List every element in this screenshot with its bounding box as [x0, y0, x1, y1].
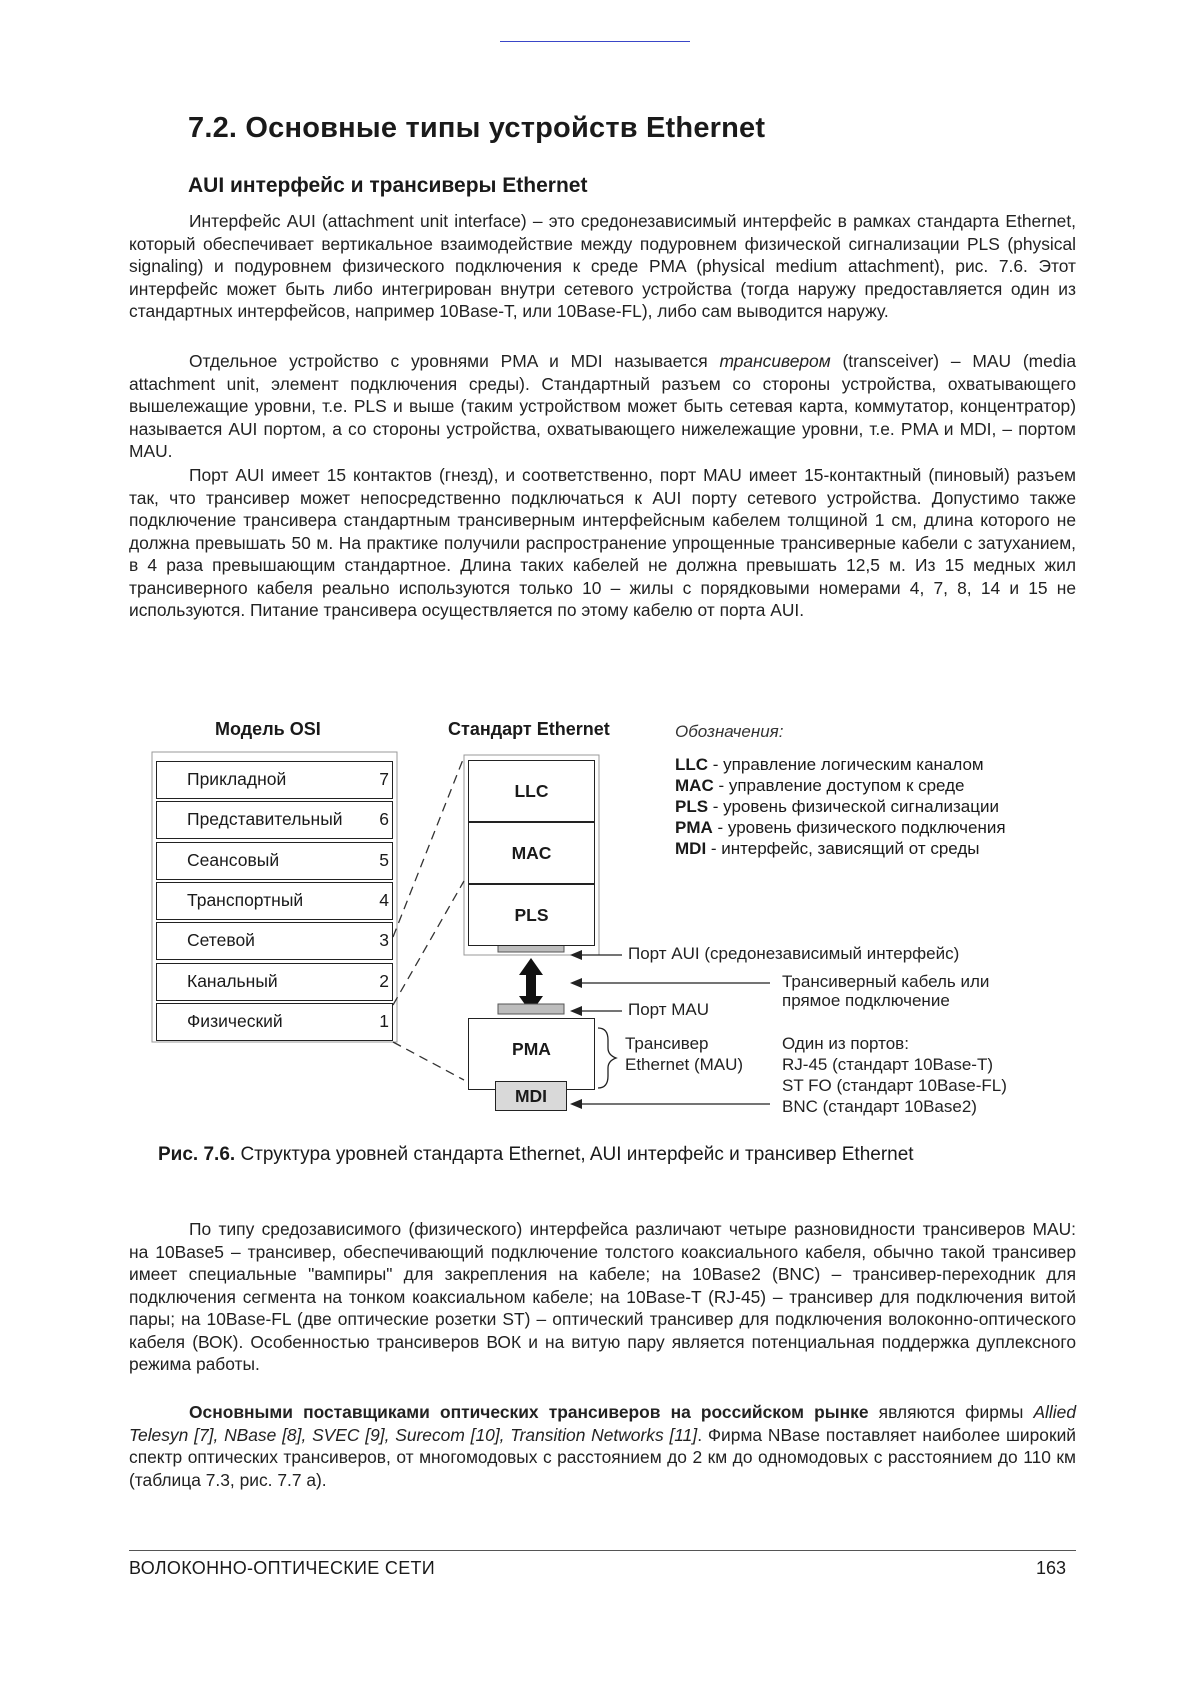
p5-text-b: . Фирма NBase поставляет наиболее широкий спектр оптических трансиверов, от многомодовых с расстоянием до 2 км до одномодовых с расстоянием до 110 км (таблица 7.3, рис. 7.7 а).	[129, 1424, 1076, 1490]
osi-layer-physical	[156, 1003, 393, 1041]
caption-label: Рис. 7.6.	[158, 1144, 236, 1165]
paragraph-mau-types: По типу средозависимого (физического) интерфейса различают четыре разновидности трансиверов MAU: на 10Base5 – трансивер, обеспечивающий подключение толстого коаксиального кабеля, обычно такой трансивер имеет специальные "вампиры" для закрепления на кабеле; на 10Base2 (BNC) – трансивер-переходник для подключения сегмента на тонком коаксиальном кабеле; на 10Base-T (RJ-45) – трансивер для подключения витой пары; на 10Base-FL (две оптические розетки ST) – оптический трансивер для подключения волоконно-оптического кабеля (ВОК). Особенностью трансиверов ВОК и на витую пару является потенциальная поддержка дуплексного режима работы.	[129, 1219, 1076, 1374]
subsection-heading: AUI интерфейс и трансиверы Ethernet	[188, 174, 588, 197]
osi-layer-presentation	[156, 801, 393, 839]
p5-firms: Allied Telesyn [7], NBase [8], SVEC [9], Surecom [10], Transition Networks [11]	[129, 1402, 1076, 1445]
legend-item-llc	[675, 755, 984, 775]
osi-layer-session	[156, 842, 393, 880]
p2-text-a: Отдельное устройство с уровнями PMA и MDI называется	[189, 351, 720, 371]
p5-text-a: являются фирмы	[868, 1402, 1034, 1422]
legend-text: - уровень физического подключения	[712, 818, 1006, 837]
transceiver-brace	[598, 1028, 616, 1088]
legend-abbr: LLC	[675, 755, 709, 774]
eth-layer-label: PMA	[512, 1039, 551, 1059]
paragraph-aui-intro: Интерфейс AUI (attachment unit interface) – это средонезависимый интерфейс в рамках стандарта Ethernet, который обеспечивает вертикальное взаимодействие между подуровнем физической сигнализации PLS (physical signaling) и подуровнем физического подключения к среде PMA (physical medium attachment), рис. 7.6. Этот интерфейс может быть либо интегрирован внутри сетевого устройства (тогда наружу предоставляется один из стандартных интерфейсов, например 10Base-T, или 10Base-FL), либо сам выводится наружу.	[129, 211, 1076, 321]
mau-port-label: Порт MAU	[628, 1000, 710, 1019]
osi-layer-name: Сетевой	[187, 930, 255, 950]
transceiver-label-line2: Ethernet (MAU)	[625, 1055, 744, 1074]
eth-layer-mdi	[495, 1081, 567, 1111]
legend-item-mdi	[675, 839, 980, 859]
eth-layer-pma	[468, 1018, 595, 1090]
osi-layer-number: 6	[379, 809, 389, 829]
osi-layer-number: 2	[379, 971, 389, 991]
legend-abbr: PMA	[675, 818, 713, 837]
eth-layer-label: MAC	[511, 843, 552, 863]
eth-layer-mac	[468, 822, 595, 884]
eth-layer-label: PLS	[514, 905, 549, 925]
paragraph-vendors	[129, 1401, 1076, 1491]
osi-model-header: Модель OSI	[215, 719, 321, 739]
map-line-lower	[393, 1042, 464, 1080]
legend-item-pls	[675, 797, 999, 817]
ports-header: Один из портов:	[782, 1034, 909, 1053]
legend-text: - уровень физической сигнализации	[708, 797, 999, 816]
osi-layer-name: Представительный	[187, 809, 343, 829]
legend-abbr: PLS	[675, 797, 709, 816]
ethernet-standard-header: Стандарт Ethernet	[448, 719, 610, 739]
legend-item-pma	[675, 818, 1006, 838]
eth-layer-label: LLC	[514, 781, 549, 801]
port-option-rj45: RJ-45 (стандарт 10Base-T)	[782, 1055, 993, 1074]
osi-layer-name: Транспортный	[187, 890, 304, 910]
legend-item-mac	[675, 776, 965, 796]
osi-layer-name: Сеансовый	[187, 850, 280, 870]
eth-layer-label: MDI	[514, 1086, 548, 1106]
osi-layer-name: Физический	[187, 1011, 283, 1031]
osi-layer-name: Прикладной	[187, 769, 287, 789]
port-option-bnc: BNC (стандарт 10Base2)	[782, 1097, 977, 1116]
map-line-middle	[393, 881, 464, 1005]
legend-abbr: MDI	[675, 839, 707, 858]
osi-layer-number: 4	[379, 890, 389, 910]
osi-layer-application	[156, 761, 393, 799]
osi-layer-number: 1	[379, 1011, 389, 1031]
cable-label-line2: прямое подключение	[782, 991, 950, 1010]
legend-text: - управление логическим каналом	[708, 755, 984, 774]
osi-layer-transport	[156, 882, 393, 920]
p2-term: трансивером	[719, 351, 831, 371]
legend-text: - управление доступом к среде	[713, 776, 965, 795]
eth-layer-pls	[468, 884, 595, 946]
section-heading: 7.2. Основные типы устройств Ethernet	[188, 112, 766, 144]
legend-header: Обозначения:	[675, 722, 784, 741]
p5-lead: Основными поставщиками оптических трансиверов на российском рынке	[189, 1402, 869, 1422]
osi-layer-number: 7	[379, 769, 389, 789]
page-number: 163	[1036, 1558, 1067, 1578]
legend-text: - интерфейс, зависящий от среды	[706, 839, 980, 858]
footer-rule	[129, 1550, 1076, 1551]
port-option-st: ST FO (стандарт 10Base-FL)	[782, 1076, 1007, 1095]
transceiver-label-line1: Трансивер	[625, 1034, 709, 1053]
p2-text-b: (transceiver) – MAU (media attachment unit, элемент подключения среды). Стандартный разъем со стороны устройства, охватывающего вышележащие уровни, т.е. PLS и выше (таким устройством может быть сетевая карта, коммутатор, концентратор) называется AUI портом, а со стороны устройства, охватывающего нижележащие уровни, т.е. PMA и MDI, – портом MAU.	[129, 351, 1077, 461]
paragraph-aui-port: Порт AUI имеет 15 контактов (гнезд), и соответственно, порт MAU имеет 15-контактный (пиновый) разъем так, что трансивер может непосредственно подключаться к AUI порту сетевого устройства. Допустимо также подключение трансивера стандартным трансиверным интерфейсным кабелем толщиной 1 см, длина которого не должна превышать 50 м. На практике получили распространение упрощенные трансиверные кабели с затуханием, в 4 раза превышающим стандартное. Длина таких кабелей не должна превышать 12,5 м. Из 15 медных жил трансиверного кабеля реально используются только 10 – жилы с порядковыми номерами 4, 7, 8, 14 и 15 не используются. Питание трансивера осуществляется по этому кабелю от порта AUI.	[129, 465, 1076, 620]
osi-layer-name: Канальный	[187, 971, 278, 991]
figure-caption	[158, 1144, 914, 1166]
legend-abbr: MAC	[675, 776, 714, 795]
osi-layer-number: 3	[379, 930, 389, 950]
osi-layer-number: 5	[379, 850, 389, 870]
mau-connector	[498, 1004, 564, 1014]
caption-text: Структура уровней стандарта Ethernet, AUI интерфейс и трансивер Ethernet	[235, 1144, 914, 1165]
eth-layer-llc	[468, 760, 595, 822]
osi-layer-datalink	[156, 963, 393, 1001]
osi-layer-network	[156, 922, 393, 960]
footer-title: ВОЛОКОННО-ОПТИЧЕСКИЕ СЕТИ	[129, 1558, 436, 1578]
aui-port-label: Порт AUI (средонезависимый интерфейс)	[628, 944, 960, 963]
cable-label-line1: Трансиверный кабель или	[782, 972, 990, 991]
map-line-upper	[393, 757, 464, 937]
